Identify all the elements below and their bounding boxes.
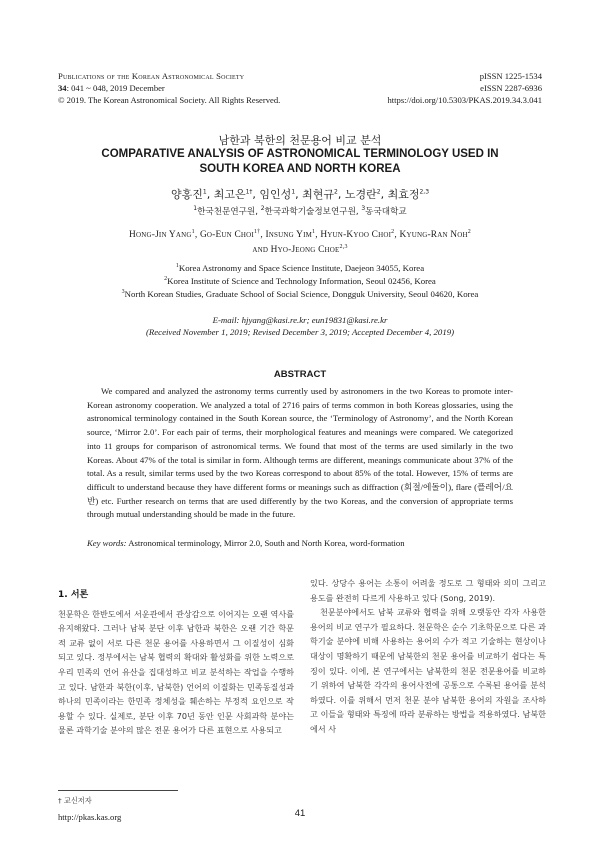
page-number: 41 bbox=[294, 808, 306, 819]
author-korean bbox=[171, 188, 207, 201]
affiliation-text: North Korean Studies, Graduate School of Social Science, Dongguk University, Seoul 04620, Korea bbox=[124, 288, 479, 299]
affiliation-english bbox=[60, 288, 540, 301]
journal-header-right bbox=[387, 70, 542, 106]
author-name: Kyung-Ran Noh bbox=[399, 230, 468, 240]
keywords bbox=[87, 538, 513, 548]
affiliation-text: Korea Institute of Science and Technology Information, Seoul 02456, Korea bbox=[167, 275, 436, 286]
author-name: 양홍진 bbox=[170, 188, 203, 201]
affiliation-korean: 한국과학기술정보연구원 bbox=[264, 207, 356, 217]
author-name: 임인성 bbox=[259, 188, 292, 201]
section-heading-introduction: 1. 서론 bbox=[58, 590, 89, 600]
author-name: Hong-Jin Yang bbox=[129, 230, 192, 240]
affiliation-mark: 3 bbox=[361, 205, 366, 213]
author-name: 최고은 bbox=[213, 188, 246, 201]
author-affiliation-mark: 1 bbox=[202, 188, 207, 196]
author-affiliation-mark: 1 bbox=[312, 228, 316, 235]
affiliation-list-korean: $^1$한국천문연구원, $^2$한국과학기술정보연구원, $^3$동국대학교 bbox=[193, 205, 407, 217]
footnote-corresponding-author: † 교신저자 bbox=[58, 796, 92, 805]
eissn: eISSN 2287-6936 bbox=[480, 83, 542, 93]
author-affiliation-mark: 1 bbox=[191, 228, 195, 235]
affiliation-english bbox=[60, 275, 540, 288]
paragraph: 천문학은 한반도에서 서운관에서 관상감으로 이어지는 오랜 역사를 유지해왔다. 그러나 남북 분단 이후 남한과 북한은 오랜 기간 학문적 교류 없이 서로 다른 천문 용어를 사용하면서 그 이질성이 심화되고 있다. 정부에서는 남북 협력의 확대와 활성화를 위한 노력으로 우리 민족의 언어 유산을 집대성하고 비교 분석하는 작업을 수행하고 있다. 남한과 북한(이후, 남북한) 언어의 이질화는 민족동질성과 하나의 민족이라는 한민족 정체성을 훼손하는 부정적 요인으로 작용할 수 있다. 실제로, 분단 이후 70년 동안 인문 사회과학 분야는 물론 과학기술 분야의 많은 전문 용어가 다른 표현으로 사용되고 bbox=[58, 608, 294, 736]
author-affiliation-mark: 2 bbox=[467, 228, 471, 235]
author-affiliation-mark: 1† bbox=[245, 188, 253, 196]
author-affiliation-mark: 2,3 bbox=[339, 243, 348, 250]
journal-url[interactable]: http://pkas.kas.org bbox=[58, 812, 122, 822]
doi-link[interactable]: https://doi.org/10.5303/PKAS.2019.34.3.041 bbox=[387, 95, 542, 105]
author-english bbox=[399, 230, 471, 240]
author-korean bbox=[259, 188, 295, 201]
author-korean bbox=[345, 188, 381, 201]
affiliation-text: Korea Astronomy and Space Science Institute, Daejeon 34055, Korea bbox=[178, 263, 425, 273]
author-name: 최효정 bbox=[387, 188, 420, 201]
affiliation-mark: 2 bbox=[164, 275, 168, 282]
title-english: COMPARATIVE ANALYSIS OF ASTRONOMICAL TERMINOLOGY USED IN SOUTH KOREA AND NORTH KOREA bbox=[101, 148, 499, 175]
author-english bbox=[320, 230, 394, 240]
author-affiliation-mark: 2 bbox=[334, 188, 338, 196]
author-affiliation-mark: 1 bbox=[291, 188, 296, 196]
author-name: Insung Yim bbox=[265, 230, 313, 240]
author-english bbox=[271, 245, 348, 255]
affiliation-korean: 동국대학교 bbox=[365, 207, 407, 217]
author-english bbox=[200, 230, 260, 240]
affiliation-list-english bbox=[60, 262, 540, 300]
affiliation-mark: 1 bbox=[193, 205, 198, 213]
author-korean bbox=[302, 188, 338, 201]
footnote-rule bbox=[58, 790, 178, 791]
received-dates: (Received November 1, 2019; Revised December 3, 2019; Accepted December 4, 2019) bbox=[145, 327, 455, 337]
keywords-text: Astronomical terminology, Mirror 2.0, South and North Korea, word-formation bbox=[128, 538, 405, 548]
author-english bbox=[129, 230, 195, 240]
author-english bbox=[265, 230, 315, 240]
volume-number: 34 bbox=[58, 83, 67, 93]
copyright: © 2019. The Korean Astronomical Society. All Rights Reserved. bbox=[58, 95, 281, 105]
author-name: Hyun-Kyoo Choi bbox=[320, 230, 392, 240]
author-name: 노경란 bbox=[344, 188, 377, 201]
affiliation-mark: 2 bbox=[260, 205, 265, 213]
author-conjunction: and bbox=[252, 245, 269, 255]
author-list-english: Hong-Jin Yang$^1$, Go-Eun Choi$^{1\dagger}$, Insung Yim$^1$, Hyun-Kyoo Choi$^2$, Kyung-Ran Noh$^2$ and Hyo-Jeong Choe$^{2,3}$ bbox=[129, 228, 471, 255]
author-affiliation-mark: 1† bbox=[253, 228, 261, 235]
journal-name: Publications of the Korean Astronomical Society bbox=[58, 71, 245, 81]
page-range: : 041 ~ 048, 2019 December bbox=[66, 83, 165, 93]
affiliation-mark: 3 bbox=[121, 288, 125, 295]
author-affiliation-mark: 2,3 bbox=[419, 188, 430, 196]
paragraph: 있다. 상당수 용어는 소통이 어려울 정도로 그 형태와 의미 그리고 용도를 완전히 다르게 사용하고 있다 (Song, 2019). bbox=[310, 578, 546, 603]
author-name: 최현규 bbox=[302, 188, 335, 201]
title-korean: 남한과 북한의 천문용어 비교 분석 bbox=[218, 134, 382, 147]
body-column-left bbox=[58, 588, 294, 738]
abstract-heading: ABSTRACT bbox=[273, 369, 327, 380]
author-korean bbox=[214, 188, 253, 201]
author-affiliation-mark: 2 bbox=[376, 188, 381, 196]
volume-line bbox=[58, 82, 280, 94]
affiliation-korean: 한국천문연구원 bbox=[197, 207, 256, 217]
affiliation-mark: 1 bbox=[175, 263, 179, 270]
author-affiliation-mark: 2 bbox=[391, 228, 395, 235]
author-list-korean: 양홍진$^1$, 최고은$^{1\dagger}$, 임인성$^1$, 최현규$^2$, 노경란$^2$, 최효정$^{2,3}$ bbox=[170, 188, 430, 201]
paragraph: 천문분야에서도 남북 교류와 협력을 위해 오랫동안 각자 사용한 용어의 비교 연구가 필요하다. 천문학은 순수 기초학문으로 다른 과학기술 분야에 비해 사용하는 용어의 수가 적고 기술하는 현상이나 대상이 명확하기 때문에 남북한의 천문 용어를 비교하기 쉽다는 특징이 있다. 이에, 본 연구에서는 남북한의 천문 전문용어를 비교하기 위하여 남북한 각각의 용어사전에 공통으로 수록된 용어를 분석하였다. 이를 위해서 먼저 천문 분야 남북한 용어의 자원을 조사하고 이들을 형태와 특징에 따라 분류하는 방법을 적용하였다. 남북한에서 사 bbox=[310, 607, 546, 734]
affiliation-english bbox=[60, 262, 540, 275]
abstract-text: We compared and analyzed the astronomy terms currently used by astronomers in the two Koreas to promote inter-Korean astronomy cooperation. We analyzed a total of 2716 pairs of terms common in both Koreas glossaries, using the astronomical terminology contained in the South Korean source, the ‘Terminology of Astronomy’, and the North Korean source, ‘Mirror 2.0’. For each pair of terms, their morphological features and meanings were compared. We categorized into 11 groups for comparison of astronomical terms. We found that most of the terms are used similarly in the two Koreas. About 47% of the total is similar in form. Although terms are different, meanings communicate about 37% of the total. As a result, similar terms used by the two Koreas correspond to about 85% of the total. However, 15% of terms are difficult to understand because they have different forms or meanings such as diffraction (회절/에돌이), flare (플레어/요반) etc. Further research on terms that are used differently by the two Koreas, and the conversion of appropriate terms through mutual understanding should be made in the future. bbox=[87, 386, 513, 520]
body-column-right bbox=[310, 576, 546, 737]
author-name: Go-Eun Choi bbox=[199, 230, 254, 240]
email-line: E-mail: hjyang@kasi.re.kr; eun19831@kasi.re.kr bbox=[212, 315, 388, 325]
keywords-label: Key words: bbox=[87, 538, 127, 548]
journal-header-left bbox=[58, 70, 280, 106]
pissn: pISSN 1225-1534 bbox=[479, 71, 542, 81]
author-korean bbox=[388, 188, 429, 201]
author-name: Hyo-Jeong Choe bbox=[270, 245, 340, 255]
